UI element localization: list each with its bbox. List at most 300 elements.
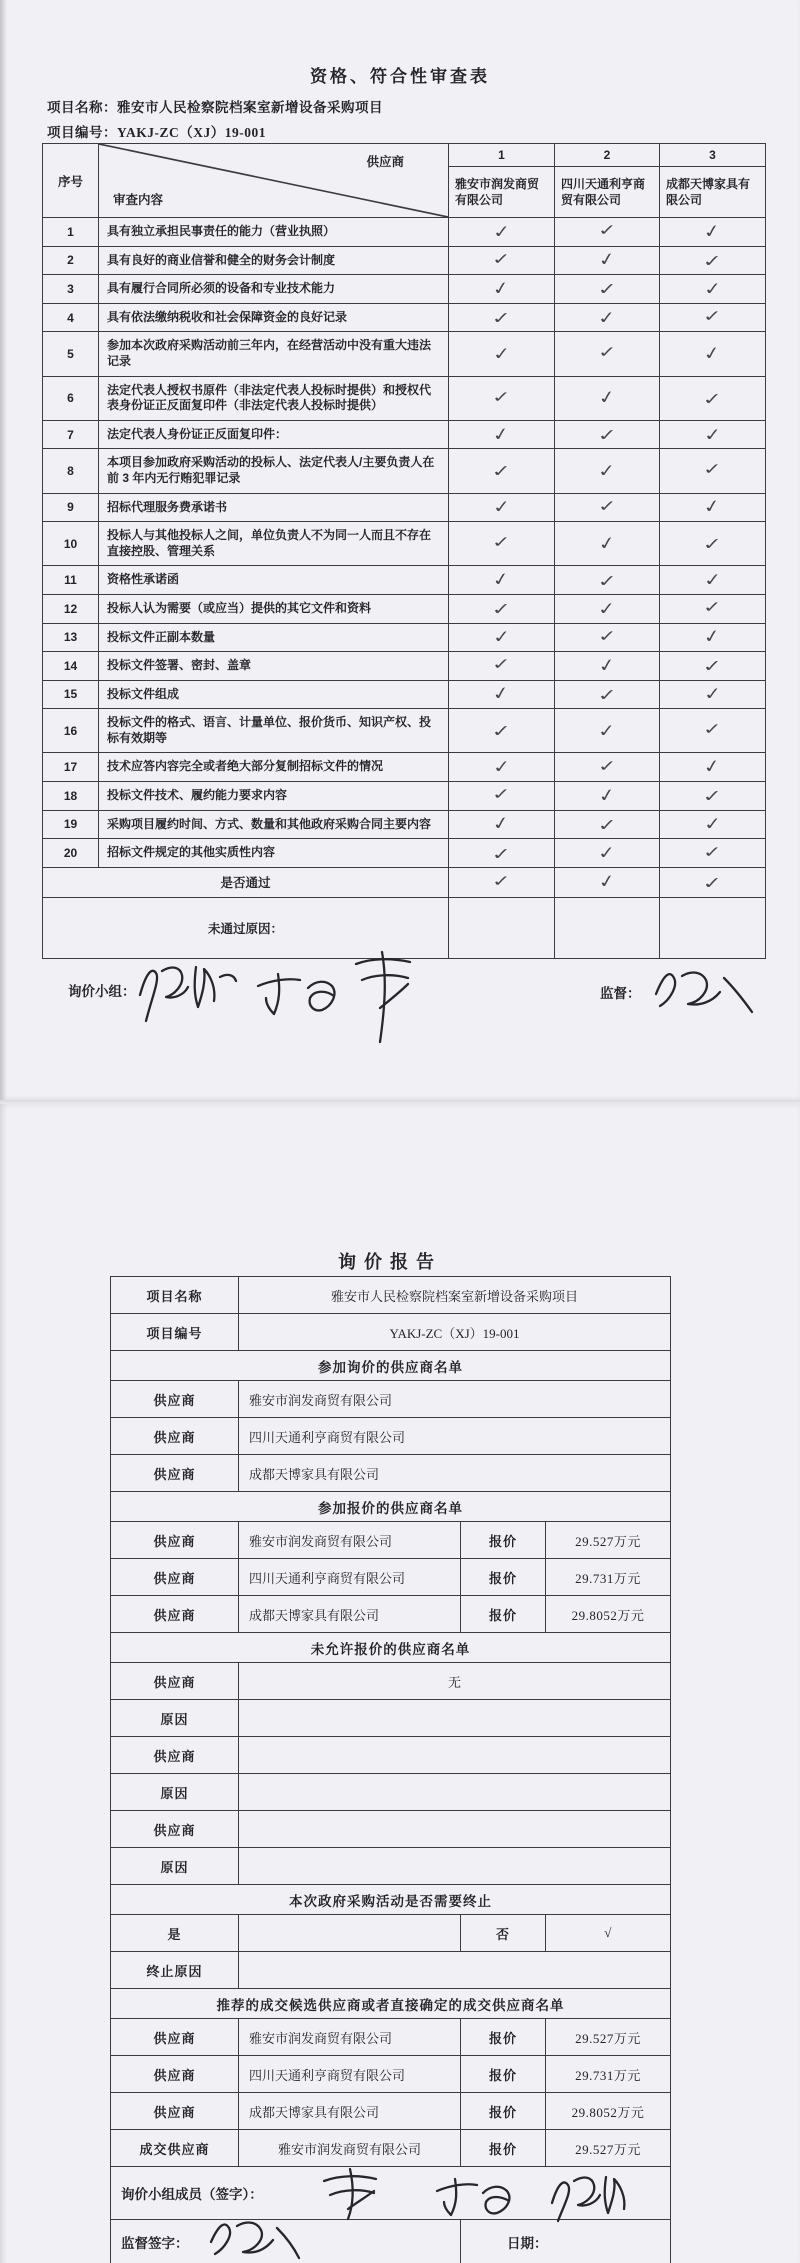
review-check-cell	[449, 652, 555, 681]
review-check-cell	[555, 623, 660, 652]
review-row	[43, 218, 766, 247]
handwritten-check-mark: ✓	[596, 425, 619, 446]
review-check-cell	[555, 753, 660, 782]
report-price-label: 报价	[461, 1522, 546, 1559]
review-check-cell	[660, 522, 766, 566]
review-row	[43, 493, 766, 522]
report-row	[111, 1700, 671, 1737]
review-check-cell	[660, 218, 766, 247]
review-check-cell	[660, 246, 766, 275]
page-qualification-review	[0, 0, 800, 1100]
review-check-cell	[660, 782, 766, 811]
review-row-text: 技术应答内容完全或者绝大部分复制招标文件的情况	[99, 753, 449, 782]
handwritten-signature	[648, 960, 760, 1026]
review-check-cell	[555, 493, 660, 522]
review-check-cell	[555, 680, 660, 709]
report-row	[111, 1915, 671, 1952]
report-row-label: 供应商	[111, 1737, 239, 1774]
review-row	[43, 522, 766, 566]
handwritten-check-mark: ✓	[491, 784, 512, 804]
handwritten-check-mark: ✓	[596, 814, 619, 835]
handwritten-check-mark: ✓	[597, 220, 617, 240]
handwritten-check-mark: ✓	[596, 597, 618, 619]
review-row-number: 6	[43, 376, 99, 420]
review-row-number: 4	[43, 303, 99, 332]
review-check-cell	[555, 566, 660, 595]
supervisor-sign-label: 监督签字：	[121, 2236, 189, 2251]
review-check-cell	[555, 839, 660, 868]
report-supplier-name: 成都天博家具有限公司	[239, 2093, 461, 2130]
pass-row-label: 是否通过	[43, 867, 449, 897]
terminate-yes-label: 是	[111, 1915, 239, 1952]
report-row	[111, 1989, 671, 2019]
handwritten-check-mark: ✓	[702, 342, 723, 366]
review-row-number: 19	[43, 810, 99, 839]
review-row-text: 投标文件的格式、语言、计量单位、报价货币、知识产权、投标有效期等	[99, 709, 449, 753]
report-section-header: 推荐的成交候选供应商或者直接确定的成交供应商名单	[111, 1989, 671, 2019]
report-price-value: 29.8052万元	[546, 1596, 671, 1633]
project-number-value: YAKJ-ZC（XJ）19-001	[117, 125, 267, 140]
report-row-label: 供应商	[111, 1381, 239, 1418]
report-price-label: 报价	[461, 2093, 546, 2130]
report-row	[111, 1633, 671, 1663]
report-row	[111, 2130, 671, 2167]
review-row-number: 5	[43, 332, 99, 376]
handwritten-check-mark: ✓	[491, 812, 512, 837]
report-row	[111, 1559, 671, 1596]
handwritten-check-mark: ✓	[596, 306, 618, 328]
report-row-value: 成都天博家具有限公司	[239, 1455, 671, 1492]
report-supplier-name: 四川天通利亨商贸有限公司	[239, 2056, 461, 2093]
column-header-seq: 序号	[43, 144, 99, 218]
handwritten-check-mark: ✓	[596, 532, 618, 556]
report-supplier-label: 成交供应商	[111, 2130, 239, 2167]
review-check-cell	[449, 566, 555, 595]
review-row	[43, 420, 766, 449]
review-check-cell	[555, 246, 660, 275]
qualification-review-table	[42, 143, 766, 959]
report-row	[111, 1381, 671, 1418]
review-row	[43, 810, 766, 839]
report-row-value	[239, 1811, 671, 1848]
review-check-cell	[449, 623, 555, 652]
report-row-label: 供应商	[111, 1418, 239, 1455]
report-row-label: 供应商	[111, 1811, 239, 1848]
review-row	[43, 709, 766, 753]
handwritten-signature	[348, 946, 424, 1054]
review-row-text: 投标文件签署、密封、盖章	[99, 652, 449, 681]
review-row-text: 具有独立承担民事责任的能力（营业执照）	[99, 218, 449, 247]
review-check-cell	[449, 246, 555, 275]
report-row-value	[239, 1774, 671, 1811]
review-row-number: 17	[43, 753, 99, 782]
report-supplier-label: 供应商	[111, 2093, 239, 2130]
review-check-cell	[449, 218, 555, 247]
review-check-cell	[555, 652, 660, 681]
report-row-value: 雅安市人民检察院档案室新增设备采购项目	[239, 1277, 671, 1314]
handwritten-check-mark: ✓	[491, 568, 512, 592]
review-row	[43, 623, 766, 652]
supplier-index: 1	[449, 144, 555, 167]
handwritten-check-mark: ✓	[702, 719, 723, 739]
review-check-cell	[660, 566, 766, 595]
report-price-value: 29.527万元	[546, 2130, 671, 2167]
review-check-cell	[555, 218, 660, 247]
project-number-line	[47, 121, 266, 141]
handwritten-check-mark: ✓	[596, 386, 618, 410]
report-price-value: 29.731万元	[546, 2056, 671, 2093]
review-row	[43, 303, 766, 332]
review-check-cell	[660, 594, 766, 623]
review-check-cell	[449, 753, 555, 782]
review-check-cell	[660, 449, 766, 493]
review-check-cell	[555, 420, 660, 449]
review-check-cell	[449, 709, 555, 753]
handwritten-check-mark: ✓	[596, 279, 619, 300]
report-price-value: 29.527万元	[546, 1522, 671, 1559]
report-row	[111, 1596, 671, 1633]
handwritten-check-mark: ✓	[701, 872, 724, 893]
review-row-number: 16	[43, 709, 99, 753]
report-supplier-label: 供应商	[111, 1596, 239, 1633]
review-row-text: 投标人与其他投标人之间，单位负责人不为同一人而且不存在直接控股、管理关系	[99, 522, 449, 566]
project-name-value: 雅安市人民检察院档案室新增设备采购项目	[117, 100, 383, 115]
handwritten-check-mark: ✓	[702, 597, 723, 617]
handwritten-check-mark: ✓	[702, 306, 723, 326]
handwritten-check-mark: ✓	[596, 684, 619, 705]
report-supplier-label: 供应商	[111, 2056, 239, 2093]
report-row	[111, 1848, 671, 1885]
review-check-cell	[660, 275, 766, 304]
review-check-cell	[660, 420, 766, 449]
review-check-cell	[660, 652, 766, 681]
handwritten-signature	[132, 957, 242, 1035]
handwritten-check-mark: ✓	[701, 786, 724, 807]
diagonal-supplier-label: 供应商	[366, 155, 404, 169]
review-row-number: 12	[43, 594, 99, 623]
review-row-number: 15	[43, 680, 99, 709]
pass-check-cell	[660, 867, 766, 897]
report-row	[111, 1314, 671, 1351]
report-row	[111, 2056, 671, 2093]
handwritten-check-mark: ✓	[702, 423, 723, 445]
report-row	[111, 1737, 671, 1774]
review-row-text: 资格性承诺函	[99, 566, 449, 595]
handwritten-check-mark: ✓	[491, 387, 512, 407]
report-row	[111, 2220, 671, 2263]
handwritten-check-mark: ✓	[702, 495, 723, 519]
review-row-number: 10	[43, 522, 99, 566]
handwritten-check-mark: ✓	[490, 599, 513, 620]
handwritten-check-mark: ✓	[491, 277, 512, 301]
handwritten-check-mark: ✓	[491, 342, 512, 365]
handwritten-check-mark: ✓	[702, 683, 723, 705]
review-check-cell	[449, 839, 555, 868]
report-row	[111, 2019, 671, 2056]
review-row-number: 13	[43, 623, 99, 652]
report-row	[111, 1952, 671, 1989]
review-row	[43, 376, 766, 420]
project-number-label: 项目编号：	[47, 125, 117, 140]
review-row	[43, 594, 766, 623]
report-row	[111, 1492, 671, 1522]
report-supplier-label: 供应商	[111, 1522, 239, 1559]
report-section-header: 参加询价的供应商名单	[111, 1351, 671, 1381]
review-row-number: 1	[43, 218, 99, 247]
report-row	[111, 2093, 671, 2130]
inquiry-group-label: 询价小组：	[68, 984, 136, 999]
page-inquiry-report	[0, 1104, 800, 2263]
handwritten-signature	[316, 2163, 406, 2223]
review-row	[43, 680, 766, 709]
handwritten-check-mark: ✓	[596, 570, 619, 591]
report-title: 询价报告	[338, 1252, 442, 1272]
review-row-text: 投标文件正副本数量	[99, 623, 449, 652]
review-row	[43, 753, 766, 782]
handwritten-check-mark: ✓	[701, 250, 724, 271]
scan-edge-shadow	[0, 1104, 7, 2263]
review-check-cell	[555, 810, 660, 839]
review-check-cell	[660, 839, 766, 868]
fail-reason-cell	[660, 897, 766, 958]
review-check-cell	[660, 303, 766, 332]
review-check-cell	[555, 782, 660, 811]
supplier-index: 3	[660, 144, 766, 167]
review-check-cell	[449, 522, 555, 566]
fail-reason-cell	[449, 897, 555, 958]
review-check-cell	[660, 753, 766, 782]
review-row-text: 采购项目履约时间、方式、数量和其他政府采购合同主要内容	[99, 810, 449, 839]
handwritten-check-mark: ✓	[597, 496, 617, 516]
handwritten-check-mark: ✓	[597, 626, 617, 646]
review-row-text: 本项目参加政府采购活动的投标人、法定代表人/主要负责人在前 3 年内无行贿犯罪记录	[99, 449, 449, 493]
review-row-number: 14	[43, 652, 99, 681]
handwritten-check-mark: ✓	[702, 568, 723, 591]
report-row-value: 雅安市润发商贸有限公司	[239, 1381, 671, 1418]
review-row-number: 7	[43, 420, 99, 449]
handwritten-check-mark: ✓	[596, 784, 618, 808]
review-row-text: 招标代理服务费承诺书	[99, 493, 449, 522]
report-row	[111, 1774, 671, 1811]
fail-reason-cell	[555, 897, 660, 958]
review-row	[43, 839, 766, 868]
handwritten-check-mark: ✓	[490, 721, 513, 742]
handwritten-check-mark: ✓	[702, 277, 723, 300]
review-row-number: 9	[43, 493, 99, 522]
report-row	[111, 1663, 671, 1700]
report-row-value	[239, 1700, 671, 1737]
report-row-label: 原因	[111, 1848, 239, 1885]
report-section-header: 未允许报价的供应商名单	[111, 1633, 671, 1663]
review-check-cell	[555, 303, 660, 332]
review-check-cell	[449, 449, 555, 493]
report-row	[111, 1351, 671, 1381]
report-supplier-name: 雅安市润发商贸有限公司	[239, 2130, 461, 2167]
scan-edge-shadow	[0, 0, 7, 1100]
handwritten-check-mark: ✓	[491, 249, 512, 269]
handwritten-check-mark: ✓	[596, 459, 618, 482]
report-row-label: 项目名称	[111, 1277, 239, 1314]
review-row-text: 具有良好的商业信誉和健全的财务会计制度	[99, 246, 449, 275]
review-row-number: 3	[43, 275, 99, 304]
terminate-yes-value	[239, 1915, 461, 1952]
report-supplier-label: 供应商	[111, 1559, 239, 1596]
report-row-label: 终止原因	[111, 1952, 239, 1989]
review-row-number: 20	[43, 839, 99, 868]
report-price-label: 报价	[461, 2019, 546, 2056]
handwritten-check-mark: ✓	[702, 220, 723, 244]
report-row-label: 原因	[111, 1700, 239, 1737]
page-title: 资格、符合性审查表	[310, 67, 490, 86]
review-check-cell	[660, 810, 766, 839]
review-row-text: 投标人认为需要（或应当）提供的其它文件和资料	[99, 594, 449, 623]
handwritten-check-mark: ✓	[596, 719, 618, 742]
handwritten-signature	[252, 962, 347, 1024]
report-row	[111, 1885, 671, 1915]
inquiry-report-table	[110, 1276, 671, 2263]
report-price-value: 29.8052万元	[546, 2093, 671, 2130]
report-row	[111, 1277, 671, 1314]
report-row-value: 四川天通利亨商贸有限公司	[239, 1418, 671, 1455]
review-check-cell	[449, 782, 555, 811]
report-section-header: 参加报价的供应商名单	[111, 1492, 671, 1522]
inquiry-members-label: 询价小组成员（签字）：	[121, 2187, 263, 2202]
report-section-header: 本次政府采购活动是否需要终止	[111, 1885, 671, 1915]
handwritten-check-mark: ✓	[597, 342, 617, 362]
handwritten-check-mark: ✓	[702, 755, 723, 779]
review-check-cell	[555, 332, 660, 376]
review-check-cell	[555, 449, 660, 493]
review-row	[43, 332, 766, 376]
review-check-cell	[555, 376, 660, 420]
review-row-text: 投标文件技术、履约能力要求内容	[99, 782, 449, 811]
diagonal-header-cell	[99, 144, 449, 218]
report-row-value	[239, 1952, 671, 1989]
review-check-cell	[555, 275, 660, 304]
review-row	[43, 449, 766, 493]
fail-reason-label: 未通过原因：	[43, 897, 449, 958]
handwritten-check-mark: ✓	[702, 813, 723, 835]
report-supplier-name: 成都天博家具有限公司	[239, 1596, 461, 1633]
report-supplier-name: 四川天通利亨商贸有限公司	[239, 1559, 461, 1596]
handwritten-check-mark: ✓	[491, 422, 512, 447]
review-check-cell	[660, 709, 766, 753]
terminate-no-check: √	[546, 1915, 671, 1952]
review-row-text: 法定代表人授权书原件（非法定代表人投标时提供）和授权代表身份证正反面复印件（非法定代表人投标时提供）	[99, 376, 449, 420]
review-check-cell	[555, 709, 660, 753]
handwritten-check-mark: ✓	[702, 842, 723, 862]
handwritten-check-mark: ✓	[701, 656, 724, 677]
review-check-cell	[449, 680, 555, 709]
pass-check-cell	[449, 867, 555, 897]
review-check-cell	[449, 493, 555, 522]
review-row-text: 具有依法缴纳税收和社会保障资金的良好记录	[99, 303, 449, 332]
report-row	[111, 1522, 671, 1559]
review-table	[42, 143, 766, 959]
review-check-cell	[449, 303, 555, 332]
handwritten-check-mark: ✓	[491, 496, 512, 518]
report-row-value: 无	[239, 1663, 671, 1700]
inquiry-members-sign-row	[111, 2167, 671, 2220]
report-supplier-label: 供应商	[111, 2019, 239, 2056]
review-row-text: 参加本次政府采购活动前三年内，在经营活动中没有重大违法记录	[99, 332, 449, 376]
supplier-name-header: 雅安市润发商贸有限公司	[449, 167, 555, 218]
review-row-number: 11	[43, 566, 99, 595]
review-row-text: 投标文件组成	[99, 680, 449, 709]
report-supplier-name: 雅安市润发商贸有限公司	[239, 1522, 461, 1559]
review-check-cell	[449, 594, 555, 623]
handwritten-check-mark: ✓	[701, 534, 724, 555]
handwritten-check-mark: ✓	[701, 388, 724, 409]
report-row	[111, 1455, 671, 1492]
report-row	[111, 2167, 671, 2220]
report-price-value: 29.731万元	[546, 1559, 671, 1596]
report-supplier-name: 雅安市润发商贸有限公司	[239, 2019, 461, 2056]
supplier-index: 2	[555, 144, 660, 167]
project-name-label: 项目名称：	[47, 100, 117, 115]
report-row-label: 原因	[111, 1774, 239, 1811]
handwritten-check-mark: ✓	[490, 308, 513, 329]
review-row-text: 招标文件规定的其他实质性内容	[99, 839, 449, 868]
review-row	[43, 782, 766, 811]
handwritten-check-mark: ✓	[490, 461, 513, 482]
handwritten-check-mark: ✓	[702, 459, 723, 479]
report-row-label: 供应商	[111, 1663, 239, 1700]
review-check-cell	[660, 376, 766, 420]
handwritten-check-mark: ✓	[596, 841, 618, 864]
handwritten-check-mark: ✓	[491, 220, 512, 242]
report-price-label: 报价	[461, 2130, 546, 2167]
review-row	[43, 566, 766, 595]
review-check-cell	[449, 332, 555, 376]
project-name-line	[47, 96, 383, 116]
handwritten-check-mark: ✓	[491, 756, 512, 778]
handwritten-check-mark: ✓	[491, 871, 512, 891]
review-check-cell	[449, 420, 555, 449]
review-check-cell	[449, 810, 555, 839]
handwritten-check-mark: ✓	[596, 248, 618, 272]
handwritten-check-mark: ✓	[596, 654, 618, 678]
pass-check-cell	[555, 867, 660, 897]
report-row-value	[239, 1737, 671, 1774]
report-row-label: 供应商	[111, 1455, 239, 1492]
review-row-number: 8	[43, 449, 99, 493]
handwritten-signature	[203, 2212, 303, 2263]
review-check-cell	[660, 680, 766, 709]
report-row-value	[239, 1848, 671, 1885]
review-check-cell	[449, 376, 555, 420]
handwritten-check-mark: ✓	[596, 870, 618, 894]
handwritten-check-mark: ✓	[491, 626, 512, 648]
supplier-name-header: 四川天通利亨商贸有限公司	[555, 167, 660, 218]
report-row	[111, 1418, 671, 1455]
review-check-cell	[660, 493, 766, 522]
terminate-no-label: 否	[461, 1915, 546, 1952]
handwritten-check-mark: ✓	[491, 682, 512, 707]
report-price-label: 报价	[461, 1596, 546, 1633]
handwritten-check-mark: ✓	[702, 625, 723, 649]
report-row-value: YAKJ-ZC（XJ）19-001	[239, 1314, 671, 1351]
report-price-label: 报价	[461, 2056, 546, 2093]
review-check-cell	[449, 275, 555, 304]
review-row-number: 18	[43, 782, 99, 811]
supervisor-label: 监督：	[600, 986, 641, 1001]
report-row-label: 项目编号	[111, 1314, 239, 1351]
handwritten-check-mark: ✓	[597, 756, 617, 776]
review-check-cell	[555, 594, 660, 623]
review-row-text: 法定代表人身份证正反面复印件：	[99, 420, 449, 449]
review-row	[43, 275, 766, 304]
